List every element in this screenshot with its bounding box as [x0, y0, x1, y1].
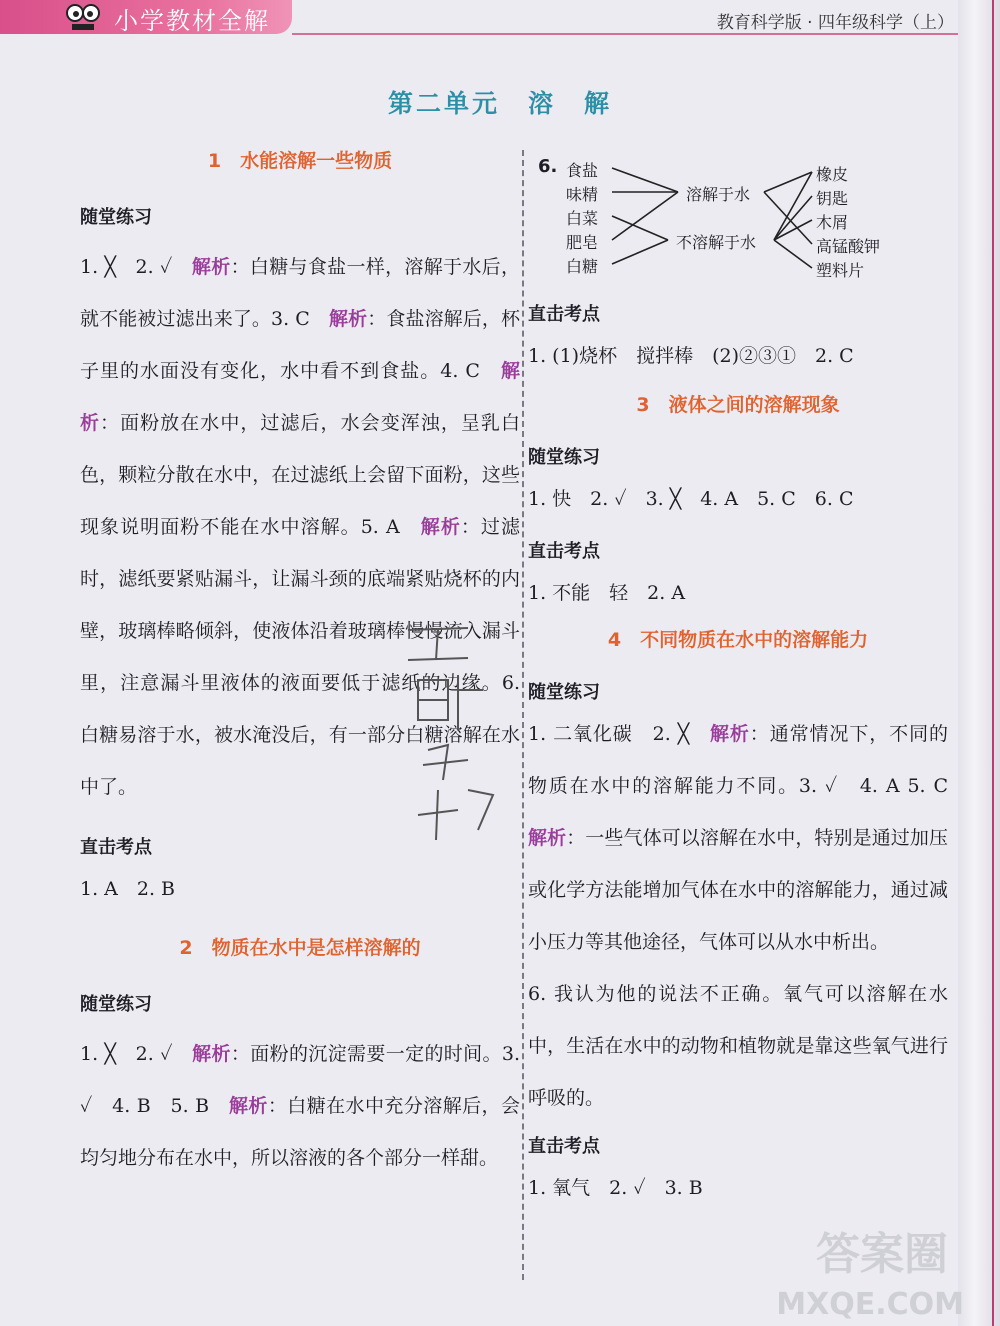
subsection-title: 随堂练习 [528, 682, 600, 703]
header-rule [292, 33, 958, 35]
column-divider [522, 150, 524, 1280]
subsection-title: 直击考点 [528, 541, 600, 562]
answer-paragraph: 1. 二氧化碳 2. ╳ 解析：通常情况下，不同的物质在水中的溶解能力不同。3. ✓ 4. A 5. C 解析：一些气体可以溶解在水中，特别是通过加压或化学方法能增加气体在水中的溶解能力，通过减小压力等其他途径，气体可以从水中析出。 [528, 723, 967, 953]
subsection-title: 直击考点 [80, 837, 152, 858]
unit-title: 第二单元 溶 解 [387, 89, 612, 118]
subsection-title: 随堂练习 [80, 994, 152, 1015]
answer-paragraph: 1. ╳ 2. ✓ 解析：面粉的沉淀需要一定的时间。3. ✓ 4. B 5. B 解析：白糖在水中充分溶解后，会均匀地分布在水中，所以溶液的各个部分一样甜。 [80, 1043, 520, 1169]
book-edition: 教育科学版 · 四年级科学（上） [716, 13, 954, 33]
match-mid-item: 溶解于水 [686, 185, 751, 204]
page-edge [958, 0, 1000, 1326]
subsection-title: 随堂练习 [80, 207, 152, 228]
question-number: 6. [538, 156, 558, 177]
match-right-item: 橡皮 [816, 165, 849, 184]
answer-paragraph: 1. 氧气 2. ✓ 3. B [528, 1177, 703, 1199]
brand-title: 小学教材全解 [114, 7, 270, 35]
section-title: 2 物质在水中是怎样溶解的 [179, 937, 421, 959]
brand-banner [0, 0, 292, 34]
match-right-item: 塑料片 [816, 261, 865, 280]
mascot-icon [62, 0, 104, 30]
matching-diagram [528, 154, 948, 280]
match-right-item: 钥匙 [816, 189, 849, 208]
section-title: 4 不同物质在水中的溶解能力 [607, 629, 869, 651]
watermark-logo: 答案圈 [816, 1229, 948, 1280]
section-title: 1 水能溶解一些物质 [207, 150, 393, 172]
page-header [0, 0, 1000, 42]
match-mid-item: 不溶解于水 [676, 233, 757, 252]
match-left-item: 白菜 [566, 209, 599, 228]
match-lines [528, 154, 948, 284]
handwriting-scribble [398, 620, 508, 850]
answer-paragraph: 1. ╳ 2. ✓ 解析：白糖与食盐一样，溶解于水后，就不能被过滤出来了。3. C 解析：食盐溶解后，杯子里的水面没有变化，水中看不到食盐。4. C 解析：面粉放在水中，过滤后，水会变浑浊，呈乳白色，颗粒分散在水中，在过滤纸上会留下面粉，这些现象说明面粉不能在水中溶解。5. A 解析：过滤时，滤纸要紧贴漏斗，让漏斗颈的底端紧贴烧杯的内壁，玻璃棒略倾斜，使液体沿着玻璃棒慢慢流入漏斗里，注意漏斗里液体的液面要低于滤纸的边缘。6. 白糖易溶于水，被水淹没后，有一部分白糖溶解在水中了。 [80, 256, 520, 798]
answer-paragraph: 1. 快 2. ✓ 3. ╳ 4. A 5. C 6. C [528, 488, 854, 510]
subsection-title: 直击考点 [528, 1136, 600, 1157]
right-column [528, 140, 967, 1214]
match-left-item: 白糖 [566, 257, 599, 276]
answer-paragraph: 1. (1)烧杯 搅拌棒 (2)②③① 2. C [528, 345, 854, 367]
match-right-item: 高锰酸钾 [816, 237, 881, 256]
match-left-item: 食盐 [566, 161, 599, 180]
section-title: 3 液体之间的溶解现象 [636, 394, 840, 416]
answer-paragraph: 6. 我认为他的说法不正确。氧气可以溶解在水中，生活在水中的动物和植物就是靠这些氧气进行呼吸的。 [528, 983, 948, 1109]
match-right-item: 木屑 [816, 213, 849, 232]
subsection-title: 直击考点 [528, 304, 600, 325]
answer-paragraph: 1. 不能 轻 2. A [528, 582, 686, 604]
match-left-item: 味精 [566, 185, 599, 204]
subsection-title: 随堂练习 [528, 447, 600, 468]
match-left-item: 肥皂 [566, 233, 599, 252]
watermark-url: MXQE.COM [776, 1287, 964, 1322]
answer-paragraph: 1. A 2. B [80, 878, 176, 900]
